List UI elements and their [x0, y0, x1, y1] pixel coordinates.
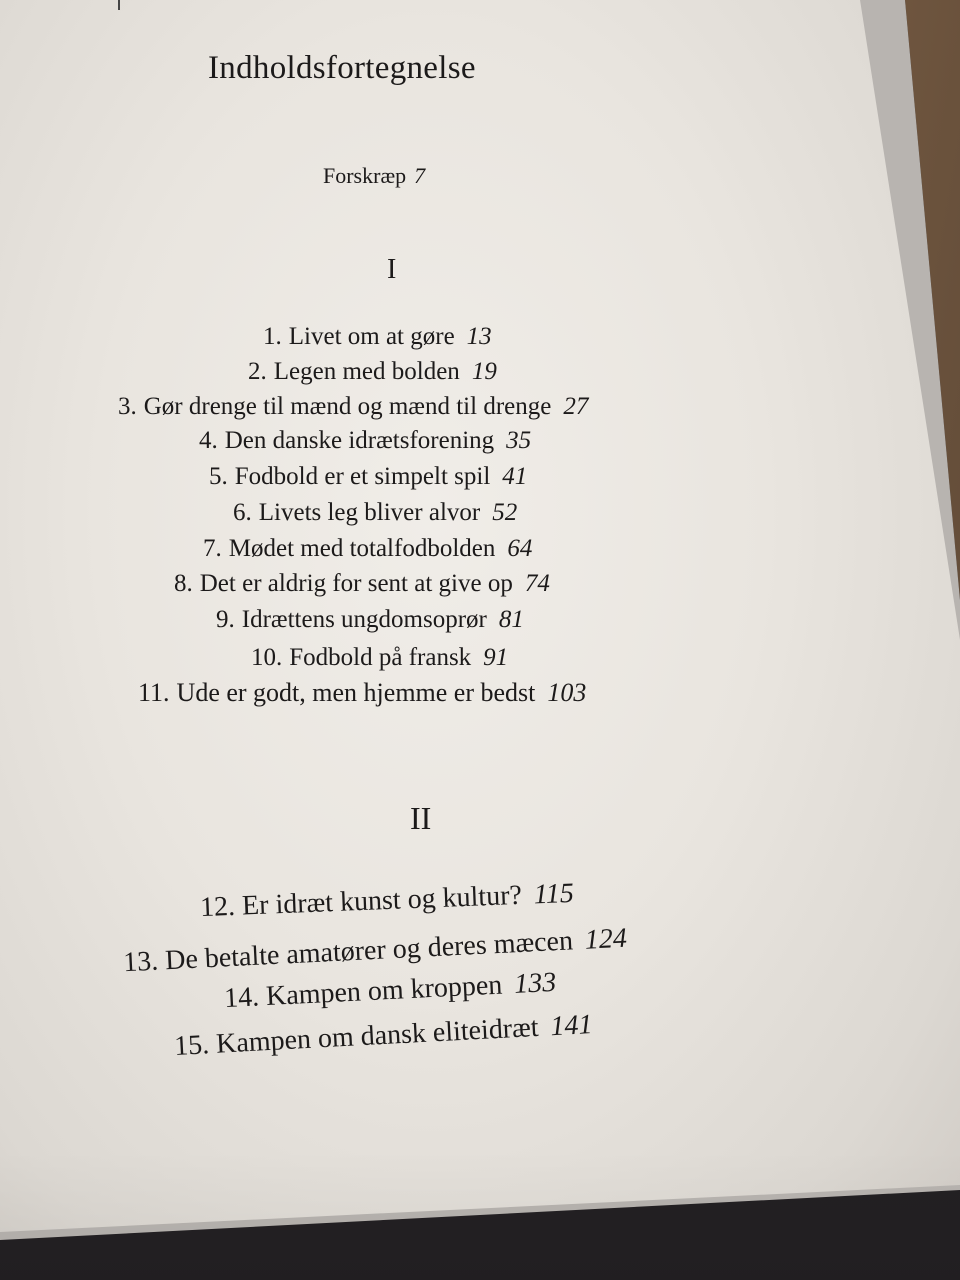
preface-page-number: 7: [414, 163, 426, 188]
chapter-number: 15.: [173, 1029, 211, 1062]
preface-label: Forskræp: [323, 163, 407, 188]
toc-entry: [216, 606, 524, 634]
chapter-title: Kampen om kroppen: [265, 969, 503, 1013]
chapter-page-number: 103: [547, 678, 587, 707]
chapter-title: De betalte amatører og deres mæcen: [164, 925, 574, 977]
chapter-number: 3.: [118, 393, 137, 420]
chapter-page-number: 124: [584, 922, 628, 956]
toc-entry: [174, 570, 550, 598]
chapter-page-number: 13: [466, 323, 492, 350]
chapter-title: Gør drenge til mænd og mænd til drenge: [143, 393, 552, 420]
toc-entry: [251, 644, 508, 672]
chapter-number: 1.: [263, 323, 282, 350]
chapter-number: 6.: [233, 499, 252, 526]
chapter-title: Livet om at gøre: [288, 323, 455, 350]
toc-entry: [118, 393, 588, 421]
chapter-page-number: 52: [492, 499, 518, 526]
chapter-title: Livets leg bliver alvor: [258, 499, 481, 526]
chapter-page-number: 81: [498, 606, 524, 633]
chapter-number: 12.: [199, 890, 236, 924]
toc-entry: [200, 878, 575, 924]
toc-entry: [173, 1009, 593, 1063]
chapter-number: 11.: [138, 678, 170, 707]
chapter-page-number: 19: [471, 358, 497, 385]
toc-entry: [138, 678, 586, 708]
chapter-page-number: 74: [524, 570, 550, 597]
toc-entry: [223, 967, 557, 1015]
chapter-page-number: 115: [533, 877, 575, 911]
toc-entry: [248, 358, 497, 386]
chapter-number: 5.: [209, 463, 228, 490]
chapter-page-number: 27: [563, 393, 589, 420]
chapter-number: 2.: [248, 358, 267, 385]
toc-entry: [233, 499, 517, 527]
chapter-number: 7.: [203, 535, 222, 562]
chapter-title: Kampen om dansk eliteidræt: [215, 1011, 540, 1060]
toc-entry: [263, 323, 492, 351]
chapter-page-number: 64: [507, 535, 533, 562]
chapter-number: 10.: [251, 644, 283, 671]
chapter-title: Fodbold er et simpelt spil: [234, 463, 491, 490]
chapter-page-number: 133: [513, 966, 557, 1000]
chapter-number: 13.: [122, 945, 159, 979]
chapter-title: Den danske idrætsforening: [224, 427, 495, 454]
chapter-number: 4.: [199, 427, 218, 454]
chapter-title: Fodbold på fransk: [289, 644, 472, 671]
toc-entry: [209, 463, 527, 491]
chapter-title: Det er aldrig for sent at give op: [199, 570, 513, 597]
chapter-title: Idrættens ungdomsoprør: [241, 606, 487, 633]
chapter-page-number: 41: [502, 463, 528, 490]
chapter-number: 14.: [223, 981, 260, 1015]
preface-entry: [323, 163, 425, 189]
chapter-page-number: 141: [549, 1009, 594, 1043]
part-heading-1: I: [387, 254, 397, 285]
chapter-number: 8.: [174, 570, 193, 597]
chapter-page-number: 91: [483, 644, 509, 671]
part-heading-2: II: [410, 800, 432, 836]
chapter-title: Er idræt kunst og kultur?: [241, 879, 523, 922]
chapter-title: Legen med bolden: [273, 358, 460, 385]
chapter-number: 9.: [216, 606, 235, 633]
chapter-title: Mødet med totalfodbolden: [228, 535, 496, 562]
chapter-page-number: 35: [506, 427, 532, 454]
toc-entry: [203, 535, 532, 563]
chapter-title: Ude er godt, men hjemme er bedst: [176, 678, 536, 707]
toc-entry: [199, 427, 531, 455]
page-title: Indholdsfortegnelse: [208, 50, 476, 86]
